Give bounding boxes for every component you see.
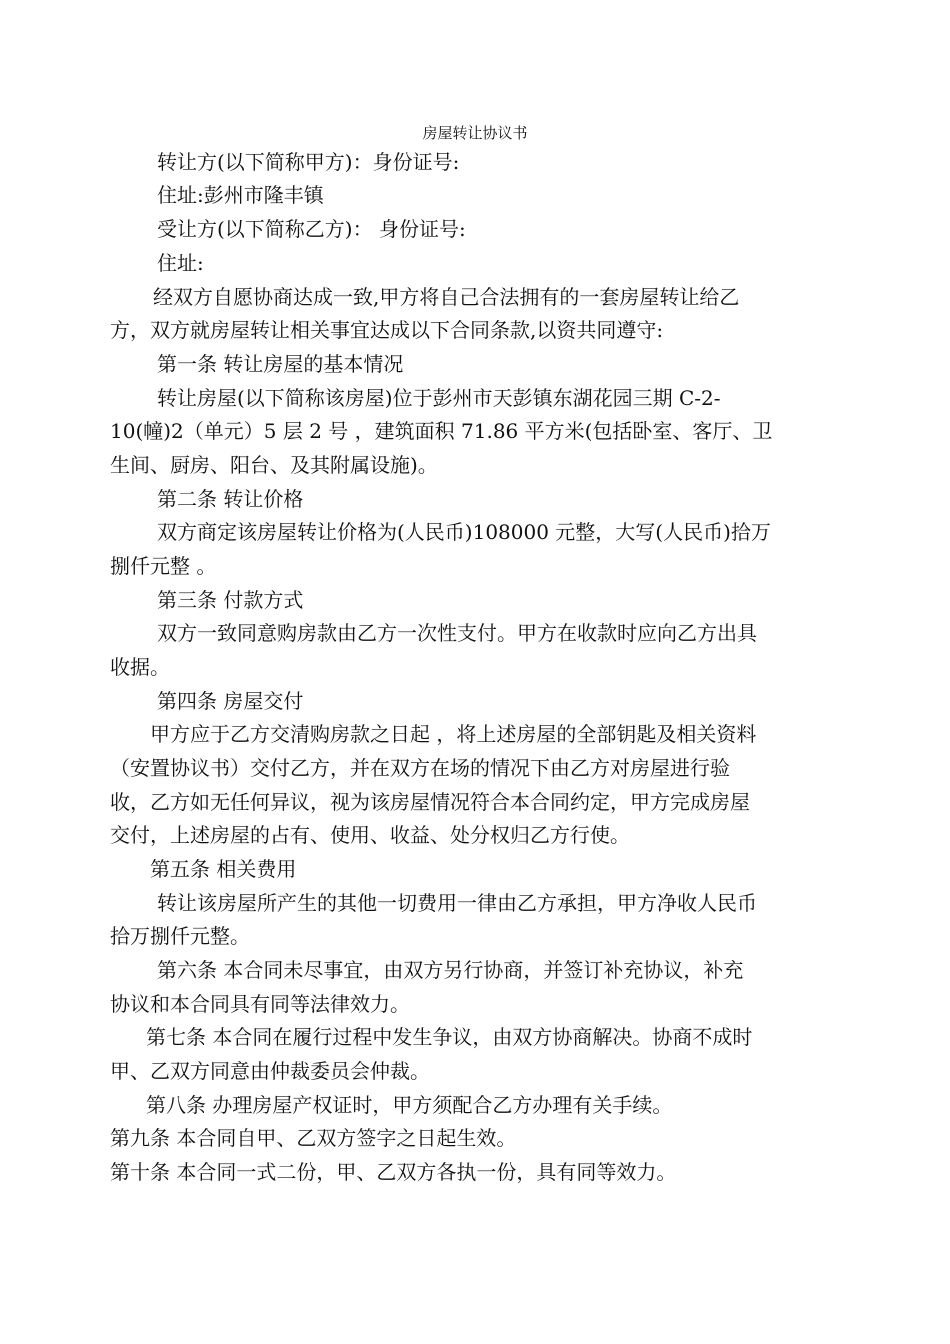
text-line: 住址:: [157, 251, 204, 275]
text-line: 方，双方就房屋转让相关事宜达成以下合同条款,以资共同遵守:: [110, 318, 664, 342]
text-line: 拾万捌仟元整。: [110, 924, 250, 948]
text-line: 第七条 本合同在履行过程中发生争议，由双方协商解决。协商不成时: [146, 1025, 753, 1049]
section-heading: 第四条 房屋交付: [157, 689, 304, 713]
text-line: （安置协议书）交付乙方，并在双方在场的情况下由乙方对房屋进行验: [110, 756, 730, 780]
text-line: 受让方(以下简称乙方)： 身份证号:: [157, 217, 466, 241]
text-line: 交付，上述房屋的占有、使用、收益、处分权归乙方行使。: [110, 823, 630, 847]
text-line: 捌仟元整 。: [110, 554, 217, 578]
text-line: 生间、厨房、阳台、及其附属设施)。: [110, 453, 438, 477]
text-line: 转让房屋(以下简称该房屋)位于彭州市天彭镇东湖花园三期 C-2-: [157, 386, 721, 410]
section-heading: 第一条 转让房屋的基本情况: [157, 352, 404, 376]
text-line: 10(幢)2（单元）5 层 2 号 ，建筑面积 71.86 平方米(包括卧室、客厅、卫: [110, 419, 773, 443]
text-line: 第九条 本合同自甲、乙双方签字之日起生效。: [110, 1126, 517, 1150]
text-line: 协议和本合同具有同等法律效力。: [110, 992, 410, 1016]
text-line: 住址:彭州市隆丰镇: [157, 183, 324, 207]
document-title: 房屋转让协议书: [422, 124, 528, 142]
section-heading: 第三条 付款方式: [157, 588, 304, 612]
text-line: 收据。: [110, 655, 170, 679]
text-line: 收，乙方如无任何异议，视为该房屋情况符合本合同约定，甲方完成房屋: [110, 790, 750, 814]
text-line: 第八条 办理房屋产权证时，甲方须配合乙方办理有关手续。: [146, 1093, 673, 1117]
section-heading: 第五条 相关费用: [150, 857, 297, 881]
text-line: 第十条 本合同一式二份，甲、乙双方各执一份，具有同等效力。: [110, 1160, 677, 1184]
text-line: 双方商定该房屋转让价格为(人民币)108000 元整，大写(人民币)拾万: [157, 520, 771, 544]
text-line: 甲、乙双方同意由仲裁委员会仲裁。: [110, 1059, 430, 1083]
section-heading: 第二条 转让价格: [157, 487, 304, 511]
text-line: 第六条 本合同未尽事宜，由双方另行协商，并签订补充协议，补充: [157, 958, 744, 982]
text-line: 转让方(以下简称甲方)：身份证号:: [157, 150, 460, 174]
text-line: 经双方自愿协商达成一致,甲方将自己合法拥有的一套房屋转让给乙: [153, 285, 740, 309]
text-line: 双方一致同意购房款由乙方一次性支付。甲方在收款时应向乙方出具: [157, 621, 757, 645]
text-line: 甲方应于乙方交清购房款之日起 ，将上述房屋的全部钥匙及相关资料: [150, 722, 757, 746]
text-line: 转让该房屋所产生的其他一切费用一律由乙方承担，甲方净收人民币: [157, 891, 757, 915]
